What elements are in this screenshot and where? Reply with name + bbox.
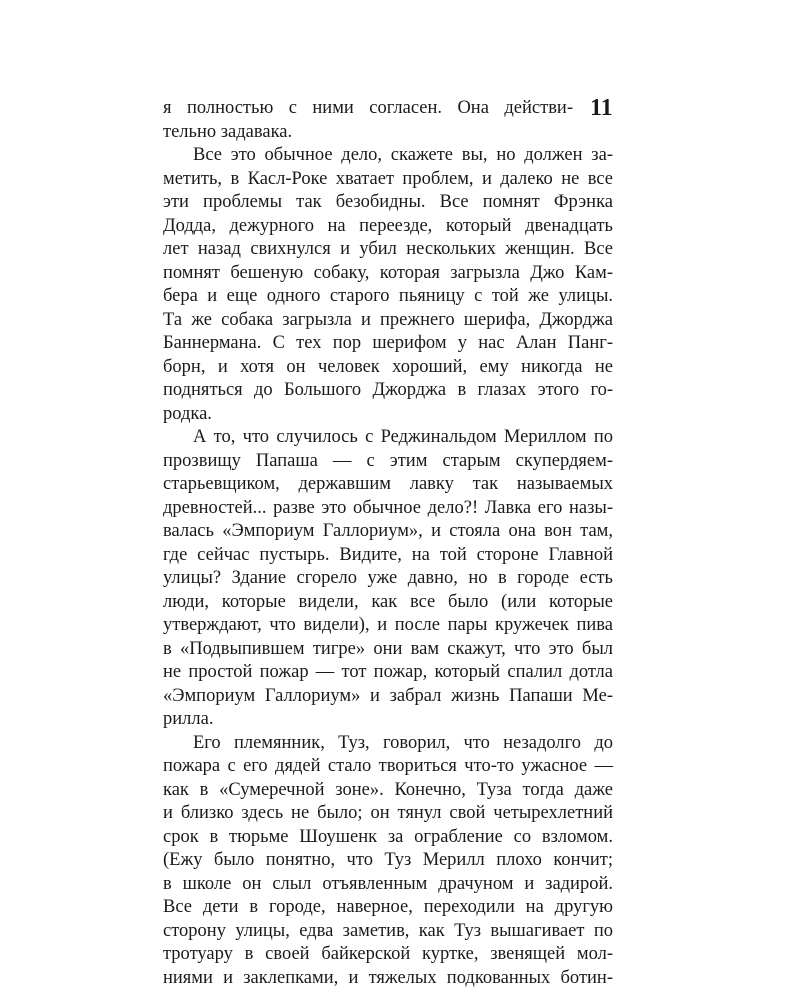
text-line: я полностью с ними согласен. Она действи-	[163, 98, 573, 118]
text-line: в школе он слыл отъявленным драчуном и задирой.	[163, 873, 613, 894]
text-line: улицы? Здание сгорело уже давно, но в городе есть	[163, 568, 613, 588]
text-line: помнят бешеную собаку, которая загрызла Джо Кам-	[163, 262, 613, 283]
paragraph-first-line: А то, что случилось с Реджинальдом Мериллом по	[193, 427, 613, 447]
text-line: Баннермана. С тех пор шерифом у нас Алан Панг-	[163, 333, 613, 353]
page-number: 11	[590, 95, 613, 121]
text-line: тельно задавака.	[163, 121, 293, 142]
text-line: метить, в Касл-Роке хватает проблем, и далеко не все	[163, 168, 613, 189]
text-line: и близко здесь не было; он тянул свой четырехлетний	[163, 803, 613, 823]
text-line: родка.	[163, 403, 212, 424]
text-line: сторону улицы, едва заметив, как Туз вышагивает по	[163, 920, 613, 941]
text-line: не простой пожар — тот пожар, который спалил дотла	[163, 662, 613, 682]
text-line: бера и еще одного старого пьяницу с той же улицы.	[163, 286, 613, 306]
text-line: подняться до Большого Джорджа в глазах этого го-	[163, 380, 613, 400]
text-line: старьевщиком, державшим лавку так называемых	[163, 474, 613, 494]
text-line: рилла.	[163, 709, 214, 729]
text-line: где сейчас пустырь. Видите, на той стороне Главной	[163, 544, 613, 565]
text-line: утверждают, что видели), и после пары кружечек пива	[163, 615, 613, 635]
text-line: пожара с его дядей стало твориться что-то ужасное —	[163, 756, 613, 776]
text-line: ниями и заклепками, и тяжелых подкованных ботин-	[163, 967, 613, 988]
text-line: лет назад свихнулся и убил нескольких женщин. Все	[163, 239, 613, 259]
text-line: валась «Эмпориум Галлориум», и стояла она вон там,	[163, 521, 613, 541]
text-line: как в «Сумеречной зоне». Конечно, Туза тогда даже	[163, 779, 613, 800]
paragraph-first-line: Все это обычное дело, скажете вы, но должен за-	[193, 145, 613, 165]
text-line: древностей... разве это обычное дело?! Лавка его назы-	[163, 497, 613, 518]
text-line: прозвищу Папаша — с этим старым скупердяем-	[163, 450, 613, 471]
text-line: в «Подвыпившем тигре» они вам скажут, что это был	[163, 638, 613, 659]
text-line: эти проблемы так безобидны. Все помнят Фрэнка	[163, 192, 613, 212]
text-line: Та же собака загрызла и прежнего шерифа, Джорджа	[163, 309, 613, 330]
text-line: срок в тюрьме Шоушенк за ограбление со взломом.	[163, 826, 613, 847]
body-text	[163, 97, 613, 990]
text-line: борн, и хотя он человек хороший, ему никогда не	[163, 356, 613, 377]
paragraph-first-line: Его племянник, Туз, говорил, что незадолго до	[193, 732, 613, 753]
text-line: Все дети в городе, наверное, переходили на другую	[163, 897, 613, 917]
text-line: люди, которые видели, как все было (или которые	[163, 591, 613, 612]
text-line: «Эмпориум Галлориум» и забрал жизнь Папаши Ме-	[163, 685, 613, 706]
text-line: (Ежу было понятно, что Туз Мерилл плохо кончит;	[163, 850, 613, 870]
text-line: Додда, дежурного на переезде, который двенадцать	[163, 215, 613, 236]
text-line: тротуару в своей байкерской куртке, звенящей мол-	[163, 944, 613, 964]
